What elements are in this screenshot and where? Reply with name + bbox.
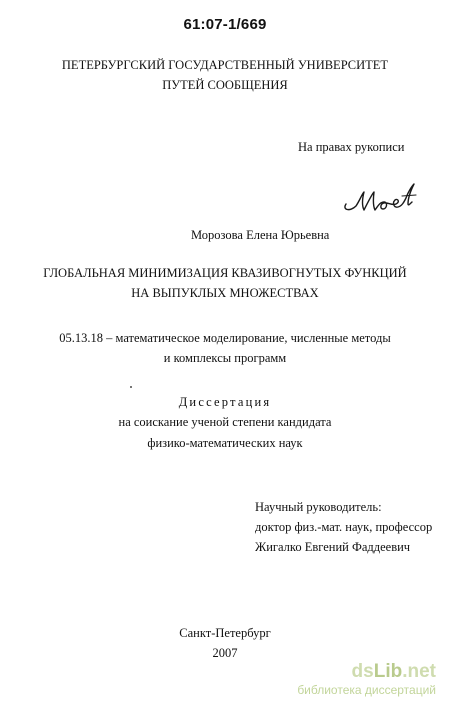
dslib-logo <box>297 662 436 682</box>
rights-note: На правах рукописи <box>298 140 405 154</box>
logo-net: .net <box>402 661 436 682</box>
supervisor-name: Жигалко Евгений Фаддеевич <box>255 540 411 554</box>
year: 2007 <box>212 646 238 660</box>
university-name-line1: ПЕТЕРБУРГСКИЙ ГОСУДАРСТВЕННЫЙ УНИВЕРСИТЕТ <box>61 58 389 72</box>
specialty-line1: 05.13.18 – математическое моделирование, численные методы <box>59 331 391 345</box>
university-name-line2: ПУТЕЙ СООБЩЕНИЯ <box>162 78 288 92</box>
watermark-subtitle: библиотека диссертаций <box>297 683 436 697</box>
logo-ds: ds <box>351 661 374 682</box>
supervisor-degree: доктор физ.-мат. наук, профессор <box>255 520 433 534</box>
dissertation-title-line1: ГЛОБАЛЬНАЯ МИНИМИЗАЦИЯ КВАЗИВОГНУТЫХ ФУНКЦИЙ <box>43 266 407 280</box>
supervisor-label: Научный руководитель: <box>255 500 382 514</box>
dslib-watermark <box>297 662 436 698</box>
catalog-code: 61:07-1/669 <box>183 16 267 33</box>
scan-speck <box>130 386 132 388</box>
work-type-line1: на соискание ученой степени кандидата <box>118 415 332 429</box>
city: Санкт-Петербург <box>179 626 271 640</box>
dissertation-title-line2: НА ВЫПУКЛЫХ МНОЖЕСТВАХ <box>131 286 319 300</box>
work-type-line2: физико-математических наук <box>147 436 303 450</box>
author-name: Морозова Елена Юрьевна <box>191 228 330 242</box>
work-type-heading: Диссертация <box>178 395 272 409</box>
signature-image <box>340 180 420 220</box>
specialty-line2: и комплексы программ <box>163 351 287 365</box>
logo-lib: Lib <box>373 661 403 682</box>
